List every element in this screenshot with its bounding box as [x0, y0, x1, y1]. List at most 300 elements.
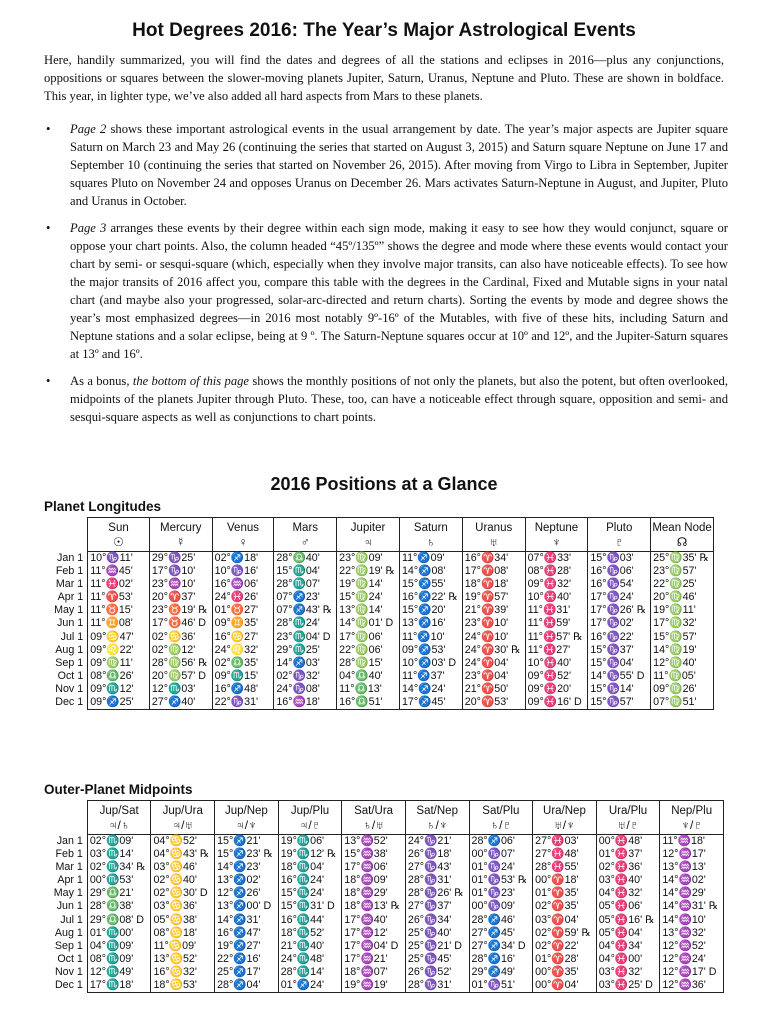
column-header — [533, 801, 597, 835]
table-cell: 14°♐24' — [399, 683, 462, 696]
row-date: Sep 1 — [54, 939, 83, 952]
table-row — [44, 565, 714, 578]
table-cell: 01°♓37' — [596, 848, 660, 861]
table-cell: 02°♐18' — [212, 552, 274, 566]
table-row — [44, 591, 714, 604]
table-cell: 17°♈08' — [462, 565, 525, 578]
row-date: Apr 1 — [57, 591, 84, 604]
table-cell: 09°♐25' — [88, 696, 150, 710]
row-date: Apr 1 — [57, 874, 83, 887]
table-cell: 16°♋27' — [212, 631, 274, 644]
table-cell: 04°♓34' — [596, 940, 660, 953]
table-row — [44, 887, 724, 900]
table-cell: 12°♐26' — [215, 887, 279, 900]
table-cell: 09°♏12' — [88, 683, 150, 696]
table-cell: 08°♎26' — [88, 670, 150, 683]
table-cell: 03°♈04' — [533, 914, 597, 927]
table-cell: 10°♑16' — [212, 565, 274, 578]
table-cell: 10°♓40' — [525, 591, 588, 604]
table-cell: 04°♓00' — [596, 953, 660, 966]
row-date: May 1 — [53, 887, 83, 900]
table-cell: 26°♑52' — [405, 966, 469, 979]
table-cell: 18°♈18' — [462, 578, 525, 591]
table-cell: 15°♑04' — [588, 657, 651, 670]
table-cell: 17°♍06' — [337, 631, 400, 644]
bullet-lead: Page 3 — [70, 221, 107, 235]
table-row — [44, 979, 724, 993]
table-cell: 02°♍12' — [149, 644, 212, 657]
table-cell: 13°♋52' — [151, 953, 215, 966]
table-cell: 21°♈50' — [462, 683, 525, 696]
column-name: Mean Node — [652, 521, 712, 534]
table-cell: 16°♑54' — [588, 578, 651, 591]
table-row — [44, 644, 714, 657]
planet-glyph-icon: ♄/♇ — [490, 817, 512, 832]
table-cell: 17°♑24' — [588, 591, 651, 604]
table-cell: 01°♑23' — [469, 887, 533, 900]
table-cell: 15°♍57' — [651, 631, 714, 644]
table-cell: 01°♑24' — [469, 861, 533, 874]
column-header — [151, 801, 215, 835]
planet-glyph-icon: ♂ — [300, 534, 310, 549]
table-row — [44, 848, 724, 861]
column-name: Mars — [292, 521, 319, 534]
column-header — [212, 518, 274, 552]
column-name: Jupiter — [350, 521, 386, 534]
planet-glyph-icon: ♇ — [614, 534, 624, 549]
table-cell: 28°♎38' — [87, 900, 151, 913]
table-cell: 27°♓03' — [533, 835, 597, 849]
column-header — [88, 518, 150, 552]
table-cell: 28°♎40' — [274, 552, 337, 566]
column-name: Pluto — [606, 521, 633, 534]
table-cell: 09°♋47' — [88, 631, 150, 644]
table-cell: 19°♈57' — [462, 591, 525, 604]
column-name: Jup/Ura — [162, 804, 203, 817]
table-cell: 15°♑14' — [588, 683, 651, 696]
table-cell: 03°♓32' — [596, 966, 660, 979]
table-cell: 27°♐34' D — [469, 940, 533, 953]
table-cell: 15°♐23' ℞ — [215, 848, 279, 861]
table-row — [44, 953, 724, 966]
table-cell: 04°♏09' — [87, 940, 151, 953]
positions-title: 2016 Positions at a Glance — [270, 474, 498, 494]
table-cell: 01°♑53' ℞ — [469, 874, 533, 887]
table-cell: 20°♈37' — [149, 591, 212, 604]
table-cell: 12°♍40' — [651, 657, 714, 670]
planet-glyph-icon: ☉ — [113, 534, 124, 549]
planet-longitudes-table — [44, 517, 714, 710]
table-cell: 23°♍09' — [337, 552, 400, 566]
planet-glyph-icon: ♃/♇ — [299, 817, 321, 832]
table-cell: 15°♑37' — [588, 644, 651, 657]
table-cell: 22°♐16' — [215, 953, 279, 966]
table-cell: 11°♒45' — [88, 565, 150, 578]
column-name: Ura/Plu — [608, 804, 648, 817]
bullet-text: arranges these events by their degree within each sign mode, making it easy to see how they would conjunct, square or oppose your chart points. Also, the column headed “45º/135º” shows the degree and mode where these events would contact your chart by semi- or sesqui-square (which, especially when they involve major transits, can also have noticeable effects). To see how the major transits of 2016 affect you, compare this table with the degrees in the Cardinal, Fixed and Mutable signs in your natal chart (and maybe also your progressed, solar-arc-directed and return charts). Sorting the events by mode and degree shows the year’s most emphasized degrees—in 2016 most notably 9º-16º of the Mutables, with five of these hits, including Saturn and Neptune stations and a solar eclipse, being at 9 º. The Saturn-Neptune squares occur at 10º and 12º, and the Jupiter-Saturn squares at 13º and 16º. — [70, 221, 728, 361]
table-cell: 24°♏48' — [278, 953, 342, 966]
planet-glyph-icon: ♃/♄ — [108, 817, 130, 832]
table-cell: 15°♍24' — [337, 591, 400, 604]
row-date: Jul 1 — [60, 630, 84, 643]
table-cell: 02°♈35' — [533, 900, 597, 913]
table-cell: 15°♏04' — [274, 565, 337, 578]
column-header — [525, 518, 588, 552]
bullet-pre: As a bonus, — [70, 374, 133, 388]
table-cell: 03°♓25' D — [596, 979, 660, 993]
table-cell: 28°♑26' ℞ — [405, 887, 469, 900]
table-cell: 09°♍11' — [88, 657, 150, 670]
table-cell: 18°♒13' ℞ — [342, 900, 406, 913]
table-cell: 09°♓32' — [525, 578, 588, 591]
table-row — [44, 940, 724, 953]
table-cell: 05°♓06' — [596, 900, 660, 913]
table-cell: 09°♓16' D — [525, 696, 588, 710]
table-cell: 26°♑34' — [405, 914, 469, 927]
column-header — [274, 518, 337, 552]
table-cell: 21°♈39' — [462, 604, 525, 617]
table-cell: 28°♐04' — [215, 979, 279, 993]
planet-glyph-icon: ☊ — [676, 534, 688, 549]
column-name: Jup/Plu — [290, 804, 330, 817]
table-cell: 12°♒36' — [660, 979, 724, 993]
column-name: Sat/Ura — [354, 804, 394, 817]
table-cell: 25°♐17' — [215, 966, 279, 979]
table-cell: 19°♏06' — [278, 835, 342, 849]
row-date: Feb 1 — [55, 848, 83, 861]
table-cell: 13°♒13' — [660, 861, 724, 874]
table-cell: 02°♏09' — [87, 835, 151, 849]
table-cell: 09°♊35' — [212, 617, 274, 630]
table-cell: 27°♑43' — [405, 861, 469, 874]
table-cell: 17°♒04' D — [342, 940, 406, 953]
column-name: Sat/Plu — [482, 804, 520, 817]
table-cell: 20°♈53' — [462, 696, 525, 710]
bullet-text: shows the monthly positions of not only the planets, but also the potent, but often overlooked, midpoints of the planets Jupiter through Pluto. These, too, can have a noticeable effect through square, opposition and semi- and sesqui-square aspects as well as conjunctions to chart points. — [70, 374, 728, 424]
table-cell: 01°♈28' — [533, 953, 597, 966]
table-cell: 12°♒52' — [660, 940, 724, 953]
table-cell: 12°♒24' — [660, 953, 724, 966]
row-date: Nov 1 — [55, 682, 84, 695]
table-cell: 18°♏04' — [278, 861, 342, 874]
table-cell: 27°♐45' — [469, 927, 533, 940]
table-cell: 02°♏34' ℞ — [87, 861, 151, 874]
table-cell: 14°♒29' — [660, 887, 724, 900]
table-cell: 28°♓55' — [533, 861, 597, 874]
table-row — [44, 552, 714, 566]
planet-glyph-icon: ♃ — [363, 534, 373, 549]
bullet-page2 — [44, 120, 728, 210]
table-cell: 01°♏00' — [87, 927, 151, 940]
table-cell: 14°♐03' — [274, 657, 337, 670]
table-cell: 00°♈04' — [533, 979, 597, 993]
table-cell: 23°♉19' ℞ — [149, 604, 212, 617]
table-cell: 05°♓16' ℞ — [596, 914, 660, 927]
table-cell: 13°♐16' — [399, 617, 462, 630]
table-cell: 11°♊08' — [88, 617, 150, 630]
table-cell: 09°♍26' — [651, 683, 714, 696]
table-cell: 07°♓33' — [525, 552, 588, 566]
table-row — [44, 696, 714, 710]
column-header — [215, 801, 279, 835]
table-cell: 19°♍14' — [337, 578, 400, 591]
table-cell: 10°♓40' — [525, 657, 588, 670]
intro-paragraph: Here, handily summarized, you will find the dates and degrees of all the stations and eclipses in 2016—plus any conjunctions, oppositions or squares between the slower-moving planets Jupiter, Saturn, Uranus, Neptune and Pluto. These are shown in boldface. This year, in lighter type, we’ve also added all hard aspects from Mars to these planets. — [44, 53, 724, 103]
planet-glyph-icon: ♃/♅ — [172, 817, 194, 832]
column-name: Ura/Nep — [543, 804, 586, 817]
table-cell: 14°♐23' — [215, 861, 279, 874]
table-cell: 25°♍35' ℞ — [651, 552, 714, 566]
table-cell: 24°♑08' — [274, 683, 337, 696]
table-cell: 22°♍06' — [337, 644, 400, 657]
table-cell: 14°♒31' ℞ — [660, 900, 724, 913]
table-cell: 00°♓48' — [596, 835, 660, 849]
row-date: Oct 1 — [57, 669, 84, 682]
table-cell: 16°♏24' — [278, 874, 342, 887]
column-name: Neptune — [534, 521, 579, 534]
midpoints-title: Outer-Planet Midpoints — [44, 782, 193, 797]
table-row — [44, 631, 714, 644]
table-cell: 11°♐10' — [399, 631, 462, 644]
table-row — [44, 874, 724, 887]
table-cell: 02°♈59' ℞ — [533, 927, 597, 940]
table-cell: 22°♍25' — [651, 578, 714, 591]
table-row — [44, 900, 724, 913]
table-cell: 02°♈22' — [533, 940, 597, 953]
planet-glyph-icon: ♄/♅ — [362, 817, 385, 832]
table-cell: 28°♑31' — [405, 874, 469, 887]
table-cell: 11°♒18' — [660, 835, 724, 849]
table-cell: 27°♑37' — [405, 900, 469, 913]
bullet-bonus — [44, 372, 728, 426]
row-date: Mar 1 — [55, 578, 84, 591]
planet-glyph-icon: ☿ — [176, 534, 186, 549]
table-cell: 03°♓40' — [596, 874, 660, 887]
table-cell: 17°♒12' — [342, 927, 406, 940]
column-header — [660, 801, 724, 835]
table-cell: 28°♑31' — [405, 979, 469, 993]
table-cell: 07°♐43' ℞ — [274, 604, 337, 617]
table-cell: 04°♋43' ℞ — [151, 848, 215, 861]
table-row — [44, 657, 714, 670]
page-title: Hot Degrees 2016: The Year’s Major Astrological Events — [132, 20, 636, 41]
table-cell: 01°♈35' — [533, 887, 597, 900]
table-cell: 28°♏07' — [274, 578, 337, 591]
table-cell: 00°♈18' — [533, 874, 597, 887]
table-cell: 09°♏15' — [212, 670, 274, 683]
table-cell: 28°♏24' — [274, 617, 337, 630]
table-cell: 17°♑26' ℞ — [588, 604, 651, 617]
column-header — [87, 801, 151, 835]
table-cell: 00°♑07' — [469, 848, 533, 861]
table-cell: 25°♑45' — [405, 953, 469, 966]
table-cell: 28°♐16' — [469, 953, 533, 966]
table-cell: 12°♏03' — [149, 683, 212, 696]
column-name: Nep/Plu — [671, 804, 713, 817]
table-row — [44, 617, 714, 630]
table-row — [44, 683, 714, 696]
table-cell: 18°♋53' — [151, 979, 215, 993]
planet-glyph-icon: ♅ — [489, 534, 499, 549]
table-cell: 11°♐37' — [399, 670, 462, 683]
table-cell: 13°♐02' — [215, 874, 279, 887]
table-cell: 20°♍57' D — [149, 670, 212, 683]
table-cell: 11°♓02' — [88, 578, 150, 591]
table-row — [44, 966, 724, 979]
table-cell: 02°♋40' — [151, 874, 215, 887]
column-name: Sat/Nep — [416, 804, 458, 817]
table-cell: 00°♈35' — [533, 966, 597, 979]
table-cell: 11°♋09' — [151, 940, 215, 953]
planet-glyph-icon: ♅/♇ — [617, 817, 639, 832]
table-cell: 02°♋30' D — [151, 887, 215, 900]
table-cell: 15°♒38' — [342, 848, 406, 861]
table-cell: 04°♎40' — [337, 670, 400, 683]
table-cell: 15°♐21' — [215, 835, 279, 849]
table-cell: 03°♋46' — [151, 861, 215, 874]
table-cell: 15°♐20' — [399, 604, 462, 617]
table-cell: 14°♍19' — [651, 644, 714, 657]
table-cell: 16°♐48' — [212, 683, 274, 696]
row-date: Aug 1 — [55, 643, 84, 656]
table-cell: 29°♐49' — [469, 966, 533, 979]
corner-cell — [44, 518, 88, 552]
table-cell: 19°♍11' — [651, 604, 714, 617]
table-cell: 28°♐06' — [469, 835, 533, 849]
table-cell: 28°♍56' ℞ — [149, 657, 212, 670]
column-header — [469, 801, 533, 835]
table-cell: 07°♐23' — [274, 591, 337, 604]
table-cell: 00°♏53' — [87, 874, 151, 887]
table-cell: 29°♑25' — [149, 552, 212, 566]
table-cell: 04°♓32' — [596, 887, 660, 900]
table-cell: 08°♓28' — [525, 565, 588, 578]
table-cell: 13°♐00' D — [215, 900, 279, 913]
bullet-dot: • — [46, 221, 51, 235]
planet-glyph-icon: ♆ — [551, 534, 561, 549]
table-cell: 14°♒10' — [660, 914, 724, 927]
column-header — [405, 801, 469, 835]
table-cell: 16°♐47' — [215, 927, 279, 940]
table-cell: 19°♏12' ℞ — [278, 848, 342, 861]
table-cell: 11°♓27' — [525, 644, 588, 657]
row-date: Dec 1 — [55, 696, 84, 709]
table-cell: 11°♓31' — [525, 604, 588, 617]
column-header — [596, 801, 660, 835]
table-cell: 16°♏44' — [278, 914, 342, 927]
table-cell: 00°♑09' — [469, 900, 533, 913]
table-cell: 02°♓36' — [596, 861, 660, 874]
table-cell: 29°♎08' D — [87, 914, 151, 927]
table-cell: 13°♒52' — [342, 835, 406, 849]
bullet-lead: the bottom of this page — [132, 374, 249, 388]
row-date: Aug 1 — [54, 926, 83, 939]
table-cell: 09°♓20' — [525, 683, 588, 696]
table-cell: 16°♈34' — [462, 552, 525, 566]
table-cell: 24°♈10' — [462, 631, 525, 644]
table-cell: 24°♈04' — [462, 657, 525, 670]
table-cell: 11°♉15' — [88, 604, 150, 617]
table-cell: 16°♋32' — [151, 966, 215, 979]
table-cell: 15°♐55' — [399, 578, 462, 591]
row-date: Jun 1 — [56, 900, 83, 913]
column-name: Jup/Sat — [99, 804, 139, 817]
table-cell: 12°♒17' D — [660, 966, 724, 979]
row-date: May 1 — [54, 604, 84, 617]
table-cell: 25°♑21' D — [405, 940, 469, 953]
row-date: Nov 1 — [54, 965, 83, 978]
table-cell: 01°♑51' — [469, 979, 533, 993]
table-cell: 24°♈30' ℞ — [462, 644, 525, 657]
table-cell: 16°♑22' — [588, 631, 651, 644]
table-row — [44, 914, 724, 927]
table-cell: 11°♐09' — [399, 552, 462, 566]
table-cell: 16°♒18' — [274, 696, 337, 710]
table-cell: 28°♏14' — [278, 966, 342, 979]
table-cell: 19°♐27' — [215, 940, 279, 953]
row-date: Feb 1 — [55, 565, 84, 578]
table-cell: 07°♍51' — [651, 696, 714, 710]
table-cell: 11°♍05' — [651, 670, 714, 683]
table-cell: 17°♑02' — [588, 617, 651, 630]
column-name: Mercury — [160, 521, 202, 534]
table-row — [44, 578, 714, 591]
table-cell: 11°♎13' — [337, 683, 400, 696]
table-cell: 23°♒10' — [149, 578, 212, 591]
table-cell: 14°♐31' — [215, 914, 279, 927]
table-cell: 23°♈04' — [462, 670, 525, 683]
table-cell: 08°♋18' — [151, 927, 215, 940]
planet-glyph-icon: ♄/♆ — [426, 817, 448, 832]
planet-glyph-icon: ♃/♆ — [235, 817, 258, 832]
row-date: Mar 1 — [55, 861, 83, 874]
row-date: Jun 1 — [57, 617, 84, 630]
table-cell: 16°♑06' — [588, 565, 651, 578]
bullet-lead: Page 2 — [70, 122, 107, 136]
table-cell: 17°♉46' D — [149, 617, 212, 630]
row-date: Jul 1 — [60, 913, 83, 926]
planet-glyph-icon: ♀ — [238, 534, 248, 549]
table-cell: 11°♓59' — [525, 617, 588, 630]
planet-glyph-icon: ♅/♆ — [553, 817, 576, 832]
table-cell: 16°♒06' — [212, 578, 274, 591]
table-cell: 23°♏04' D — [274, 631, 337, 644]
table-cell: 10°♐03' D — [399, 657, 462, 670]
column-header — [462, 518, 525, 552]
column-name: Sun — [108, 521, 129, 534]
planet-glyph-icon: ♄ — [426, 534, 436, 549]
column-header — [149, 518, 212, 552]
column-name: Uranus — [475, 521, 513, 534]
table-cell: 14°♒02' — [660, 874, 724, 887]
column-header — [588, 518, 651, 552]
table-cell: 28°♐46' — [469, 914, 533, 927]
table-cell: 16°♎51' — [337, 696, 400, 710]
table-cell: 27°♐40' — [149, 696, 212, 710]
table-cell: 11°♈53' — [88, 591, 150, 604]
column-header — [651, 518, 714, 552]
table-cell: 29°♏25' — [274, 644, 337, 657]
table-cell: 17°♐45' — [399, 696, 462, 710]
bullet-page3 — [44, 219, 728, 363]
table-cell: 18°♒29' — [342, 887, 406, 900]
table-cell: 20°♍46' — [651, 591, 714, 604]
table-cell: 05°♓04' — [596, 927, 660, 940]
table-cell: 09°♓52' — [525, 670, 588, 683]
table-cell: 25°♑40' — [405, 927, 469, 940]
table-cell: 22°♑31' — [212, 696, 274, 710]
table-row — [44, 604, 714, 617]
